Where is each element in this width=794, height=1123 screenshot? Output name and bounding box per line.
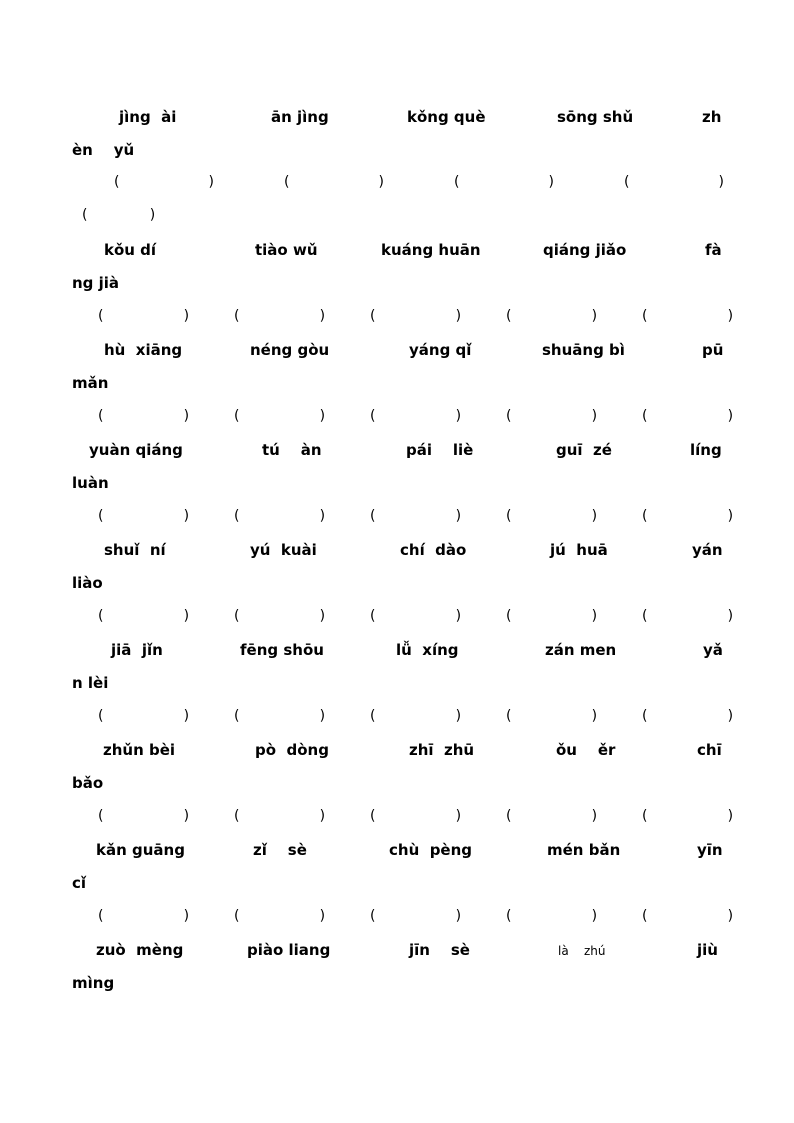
answer-blank[interactable]: ( ): [82, 207, 156, 223]
pinyin-word: yīn: [697, 841, 723, 859]
answer-blank[interactable]: ( ): [370, 408, 462, 424]
pinyin-word: là zhú: [558, 944, 606, 958]
answer-blank[interactable]: ( ): [506, 908, 598, 924]
answer-blank[interactable]: ( ): [234, 708, 326, 724]
pinyin-word: tiào wǔ: [255, 241, 318, 259]
pinyin-word: jīn sè: [409, 941, 470, 959]
pinyin-word: kǎn guāng: [96, 841, 185, 859]
pinyin-word: ǒu ěr: [556, 741, 616, 759]
answer-blank[interactable]: ( ): [506, 608, 598, 624]
pinyin-word: shuāng bì: [542, 341, 625, 359]
answer-blank[interactable]: ( ): [98, 608, 190, 624]
pinyin-wrap-text: n lèi: [72, 674, 109, 692]
answer-blank[interactable]: ( ): [370, 708, 462, 724]
pinyin-word: qiáng jiǎo: [543, 241, 627, 259]
pinyin-word: jìng ài: [119, 108, 177, 126]
answer-blank[interactable]: ( ): [506, 508, 598, 524]
answer-blank[interactable]: ( ): [642, 508, 734, 524]
answer-blank[interactable]: ( ): [506, 708, 598, 724]
pinyin-word: guī zé: [556, 441, 612, 459]
pinyin-word: kuáng huān: [381, 241, 481, 259]
pinyin-word: fà: [705, 241, 722, 259]
answer-blank[interactable]: ( ): [114, 174, 214, 190]
answer-blank[interactable]: ( ): [642, 708, 734, 724]
pinyin-wrap-text: èn yǔ: [72, 141, 135, 159]
answer-blank[interactable]: ( ): [234, 408, 326, 424]
pinyin-word: kǒu dí: [104, 241, 157, 259]
answer-blank[interactable]: ( ): [370, 808, 462, 824]
answer-blank[interactable]: ( ): [642, 608, 734, 624]
answer-blank[interactable]: ( ): [234, 908, 326, 924]
pinyin-wrap-text: ng jià: [72, 274, 120, 292]
answer-blank[interactable]: ( ): [234, 608, 326, 624]
pinyin-word: chù pèng: [389, 841, 473, 859]
pinyin-wrap-text: mǎn: [72, 374, 109, 392]
pinyin-word: zuò mèng: [96, 941, 184, 959]
pinyin-wrap-text: luàn: [72, 474, 109, 492]
pinyin-word: yáng qǐ: [409, 341, 472, 359]
pinyin-word: yuàn qiáng: [89, 441, 183, 459]
pinyin-word: yú kuài: [250, 541, 317, 559]
pinyin-word: pū: [702, 341, 724, 359]
pinyin-wrap-text: bǎo: [72, 774, 104, 792]
pinyin-word: pò dòng: [255, 741, 329, 759]
pinyin-word: chī: [697, 741, 722, 759]
pinyin-word: chí dào: [400, 541, 467, 559]
pinyin-word: zh: [702, 108, 722, 126]
answer-blank[interactable]: ( ): [370, 608, 462, 624]
pinyin-word: pái liè: [406, 441, 474, 459]
pinyin-word: jiù: [697, 941, 718, 959]
pinyin-word: zhī zhū: [409, 741, 475, 759]
answer-blank[interactable]: ( ): [284, 174, 384, 190]
pinyin-word: zǐ sè: [253, 841, 307, 859]
answer-blank[interactable]: ( ): [98, 708, 190, 724]
pinyin-wrap-text: mìng: [72, 974, 115, 992]
pinyin-word: néng gòu: [250, 341, 330, 359]
answer-blank[interactable]: ( ): [506, 408, 598, 424]
answer-blank[interactable]: ( ): [98, 808, 190, 824]
pinyin-word: líng: [690, 441, 722, 459]
answer-blank[interactable]: ( ): [370, 508, 462, 524]
answer-blank[interactable]: ( ): [98, 408, 190, 424]
pinyin-word: tú àn: [262, 441, 322, 459]
answer-blank[interactable]: ( ): [642, 408, 734, 424]
pinyin-word: ān jìng: [271, 108, 329, 126]
answer-blank[interactable]: ( ): [624, 174, 724, 190]
pinyin-word: piào liang: [247, 941, 331, 959]
answer-blank[interactable]: ( ): [454, 174, 554, 190]
answer-blank[interactable]: ( ): [642, 308, 734, 324]
pinyin-word: jiā jǐn: [111, 641, 163, 659]
pinyin-word: zán men: [545, 641, 617, 659]
answer-blank[interactable]: ( ): [370, 308, 462, 324]
pinyin-word: kǒng què: [407, 108, 486, 126]
pinyin-word: yǎ: [703, 641, 723, 659]
pinyin-word: zhǔn bèi: [103, 741, 176, 759]
pinyin-word: lǚ xíng: [396, 641, 459, 659]
pinyin-word: sōng shǔ: [557, 108, 634, 126]
pinyin-word: yán: [692, 541, 723, 559]
pinyin-word: mén bǎn: [547, 841, 621, 859]
answer-blank[interactable]: ( ): [642, 808, 734, 824]
answer-blank[interactable]: ( ): [234, 808, 326, 824]
pinyin-word: fēng shōu: [240, 641, 324, 659]
answer-blank[interactable]: ( ): [98, 308, 190, 324]
pinyin-word: jú huā: [550, 541, 608, 559]
answer-blank[interactable]: ( ): [370, 908, 462, 924]
pinyin-wrap-text: cǐ: [72, 874, 87, 892]
answer-blank[interactable]: ( ): [506, 808, 598, 824]
pinyin-wrap-text: liào: [72, 574, 103, 592]
answer-blank[interactable]: ( ): [642, 908, 734, 924]
answer-blank[interactable]: ( ): [234, 308, 326, 324]
pinyin-word: hù xiāng: [104, 341, 183, 359]
answer-blank[interactable]: ( ): [234, 508, 326, 524]
pinyin-word: shuǐ ní: [104, 541, 166, 559]
answer-blank[interactable]: ( ): [98, 908, 190, 924]
answer-blank[interactable]: ( ): [506, 308, 598, 324]
answer-blank[interactable]: ( ): [98, 508, 190, 524]
